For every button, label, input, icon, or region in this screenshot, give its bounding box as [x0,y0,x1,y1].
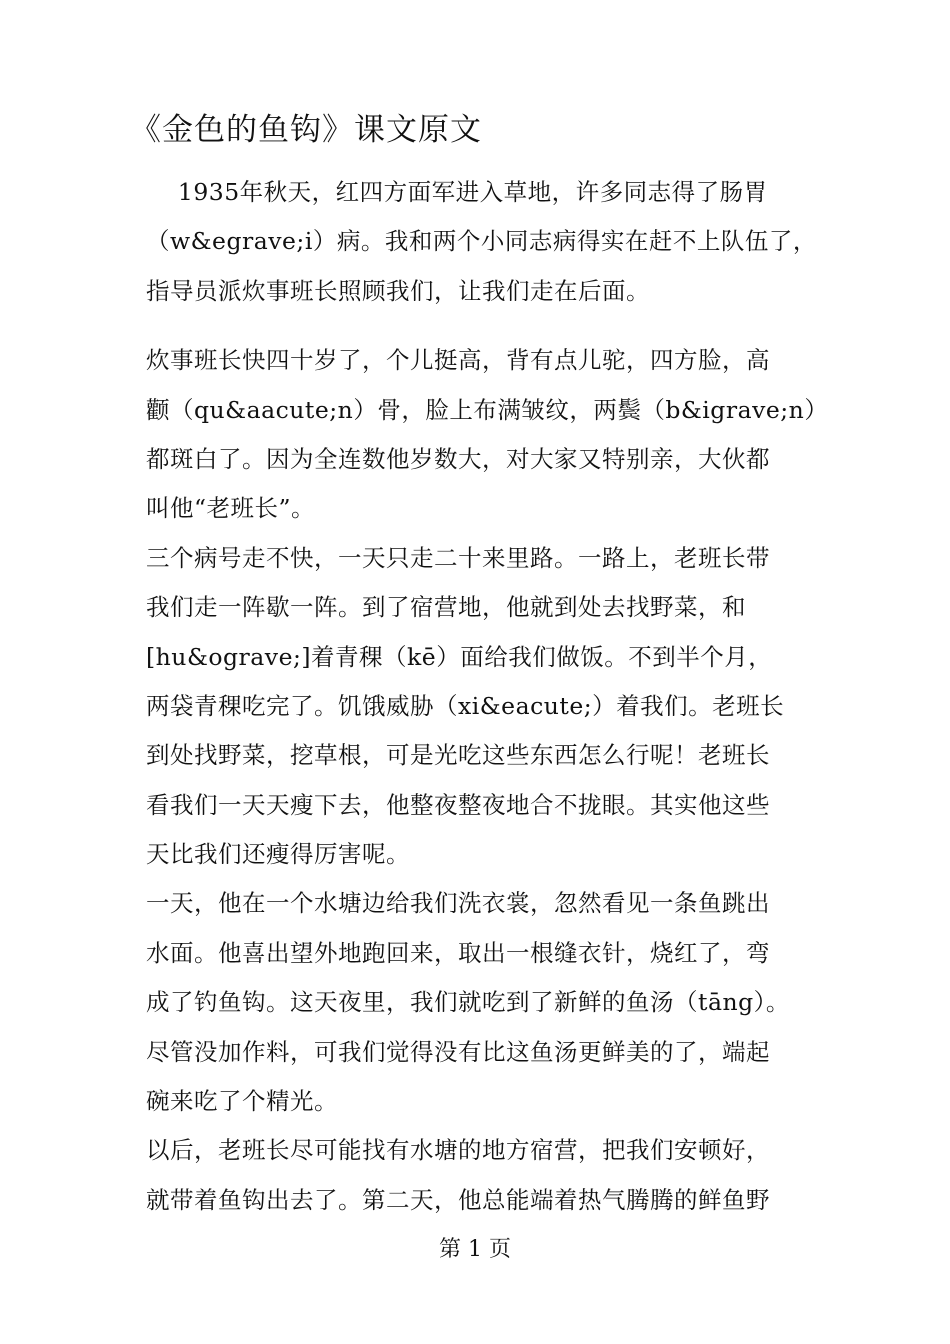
text-line: （w&egrave;i）病。我和两个小同志病得实在赶不上队伍了， [146,227,817,256]
text-line: 一天，他在一个水塘边给我们洗衣裳，忽然看见一条鱼跳出 [146,889,770,918]
text-line: [hu&ograve;]着青稞（kē）面给我们做饭。不到半个月， [146,642,773,671]
text-line: 三个病号走不快，一天只走二十来里路。一路上，老班长带 [146,543,770,572]
paragraph-5 [146,1126,816,1225]
paragraph-3 [146,534,816,880]
text-line: 颧（qu&aacute;n）骨，脸上布满皱纹，两鬓（b&igrave;n） [146,395,829,424]
text-line: 叫他“老班长”。 [146,494,316,523]
paragraph-1 [146,168,816,316]
text-line: 成了钓鱼钩。这天夜里，我们就吃到了新鲜的鱼汤（tāng）。 [146,988,790,1017]
text-line: 炊事班长快四十岁了，个儿挺高，背有点儿驼，四方脸，高 [146,346,770,375]
text-line: 尽管没加作料，可我们觉得没有比这鱼汤更鲜美的了，端起 [146,1037,770,1066]
text-line: 两袋青稞吃完了。饥饿威胁（xi&eacute;）着我们。老班长 [146,691,785,720]
document-title: 《金色的鱼钩》课文原文 [130,112,482,148]
text-line: 水面。他喜出望外地跑回来，取出一根缝衣针，烧红了，弯 [146,938,770,967]
text-line: 碗来吃了个精光。 [146,1087,338,1116]
document-body [146,168,829,1225]
paragraph-4 [146,879,816,1126]
text-line: 指导员派炊事班长照顾我们，让我们走在后面。 [146,276,650,305]
text-line: 就带着鱼钩出去了。第二天，他总能端着热气腾腾的鲜鱼野 [146,1185,770,1214]
page-number: 第 1 页 [439,1237,511,1262]
text-line: 我们走一阵歇一阵。到了宿营地，他就到处去找野菜，和 [146,593,746,622]
text-line: 以后，老班长尽可能找有水塘的地方宿营，把我们安顿好， [146,1136,770,1165]
text-line: 1935年秋天，红四方面军进入草地，许多同志得了肠胃 [146,178,768,206]
paragraph-2 [146,336,829,534]
paragraph-gap [146,316,816,336]
text-line: 都斑白了。因为全连数他岁数大，对大家又特别亲，大伙都 [146,444,770,473]
text-line: 看我们一天天瘦下去，他整夜整夜地合不拢眼。其实他这些 [146,790,770,819]
text-line: 天比我们还瘦得厉害呢。 [146,840,410,869]
text-line: 到处找野菜，挖草根，可是光吃这些东西怎么行呢！老班长 [146,741,770,770]
